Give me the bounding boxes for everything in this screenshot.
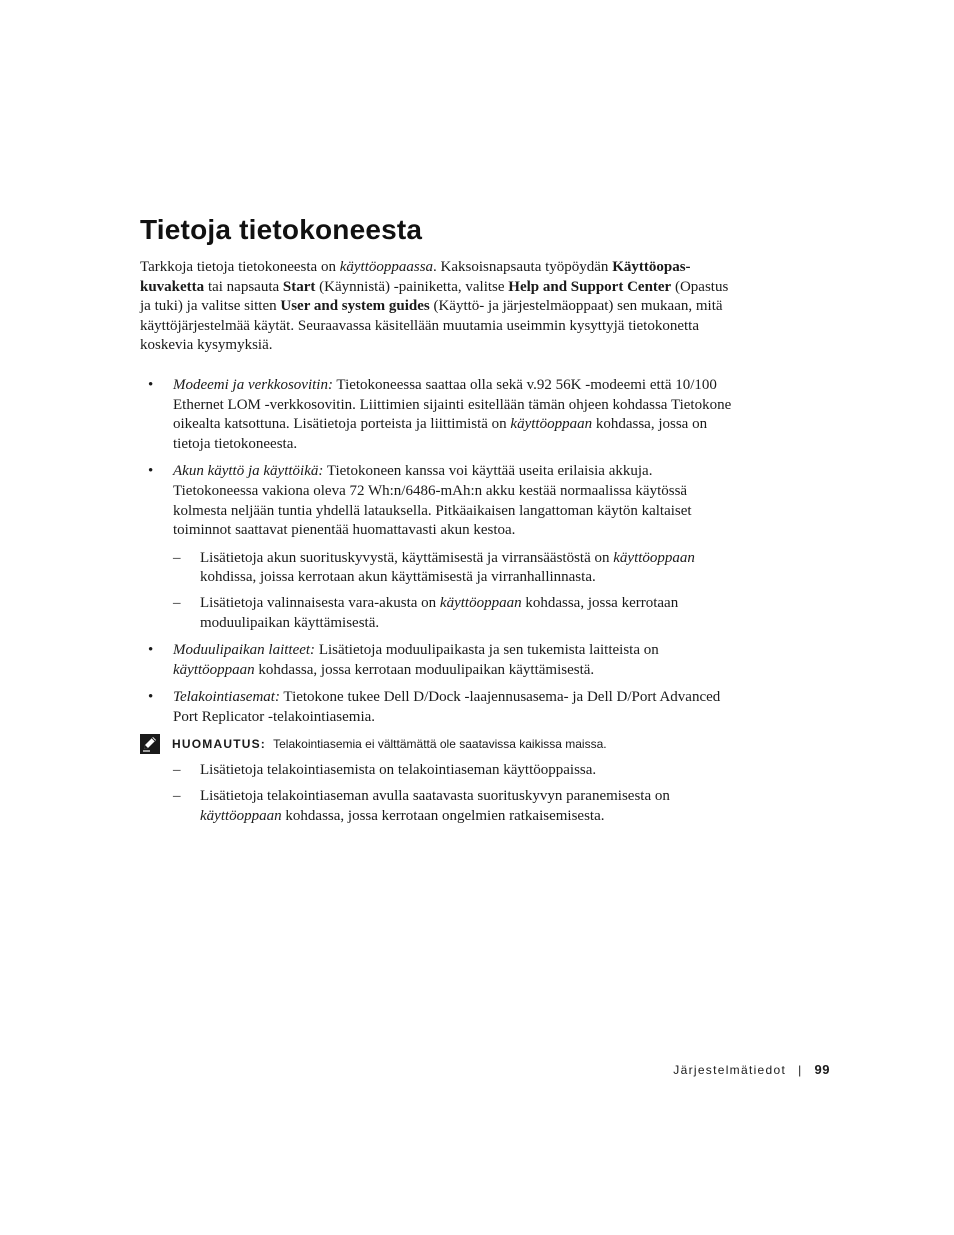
main-content (140, 258, 740, 832)
intro-text: tai napsauta (204, 278, 283, 295)
pencil-note-icon (140, 734, 160, 754)
note-label: HUOMAUTUS: (172, 737, 266, 752)
sub-list-item (173, 549, 740, 588)
bullet-tail: kohdassa, jossa on tietoja tietokoneesta. (173, 416, 708, 452)
bullet-mark: • (148, 376, 154, 393)
bullet-tail: kohdassa, jossa kerrotaan moduulipaikan käyttämisestä. (254, 661, 595, 678)
intro-text: Tarkkoja tietoja tietokoneesta on (140, 259, 340, 275)
bullet-text: Tietokoneessa saattaa olla sekä v.92 56K -modeemi että 10/100 Ethernet LOM -verkkosovitin. Liittimien sijainti esitellään tämän ohjeen kohdassa Tietokone oikealta katsottuna. Lisätietoja porteista ja liittimistä on (173, 376, 732, 433)
sub-italic: käyttöoppaan (613, 549, 695, 566)
page-title: Tietoja tietokoneesta (140, 214, 423, 245)
sub-italic: käyttöoppaan (439, 594, 522, 611)
intro-bold-help-center: Help and Support Center (508, 278, 672, 295)
intro-text: (Opastus ja tuki) ja valitse sitten (140, 278, 729, 315)
bullet-mark: • (148, 642, 154, 659)
dash-mark: – (173, 788, 181, 805)
sub-tail: kohdissa, joissa kerrotaan akun käyttämisestä ja virranhallinnasta. (200, 569, 596, 586)
sub-text: Lisätietoja telakointiasemista on telakointiaseman käyttöoppaissa. (200, 762, 597, 779)
bullet-list (140, 376, 740, 728)
list-item (140, 688, 740, 727)
sub-text: Lisätietoja valinnaisesta vara-akusta on (200, 594, 440, 611)
bullet-term: Telakointiasemat: (173, 689, 280, 706)
intro-text: (Käyttö- ja järjestelmäoppaat) sen mukaan, mitä käyttöjärjestelmää käytät. Seuraavassa käsitellään muutamia useimmin kysyttyjä tietokonetta koskevia kysymyksiä. (140, 298, 723, 354)
sub-list (173, 549, 740, 633)
note-text: Telakointiasemia ei välttämättä ole saatavissa kaikissa maissa. (273, 737, 607, 752)
sub-tail: kohdassa, jossa kerrotaan moduulipaikan käyttämisestä. (200, 594, 679, 631)
list-item (140, 462, 740, 633)
footer-section: Järjestelmätiedot (673, 1063, 787, 1077)
list-item (140, 641, 740, 680)
sub-italic: käyttöoppaan (200, 807, 282, 824)
dash-mark: – (173, 594, 181, 611)
bullet-term: Moduulipaikan laitteet: (173, 642, 316, 659)
sub-text: Lisätietoja akun suorituskyvystä, käyttämisestä ja virransäästöstä on (200, 549, 614, 566)
sub-list-item (173, 761, 740, 781)
bullet-mark: • (148, 463, 154, 480)
note-box (138, 735, 740, 753)
dash-mark: – (173, 762, 181, 779)
sub-list-item (173, 594, 740, 633)
dash-mark: – (173, 549, 181, 566)
bullet-text: Tietokoneen kanssa voi käyttää useita erilaisia akkuja. Tietokoneessa vakiona oleva 72 Wh:n/6486-mAh:n akku kestää normaalissa käytössä kolmesta neljään tuntia yhdellä latauksella. Pitkäaikaisen langattoman käytön kaltaiset toiminnot saattavat pienentää huomattavasti akun kestoa. (173, 463, 692, 539)
intro-paragraph (140, 258, 740, 356)
bullet-italic: käyttöoppaan (510, 416, 593, 433)
intro-bold-start: Start (282, 278, 316, 295)
after-note-list (140, 761, 740, 826)
intro-bold-icon-name: Käyttöopas-kuvaketta (140, 259, 691, 295)
sub-list-item (173, 787, 740, 826)
sub-text: Lisätietoja telakointiaseman avulla saatavasta suorituskyvyn paranemisesta on (200, 788, 670, 805)
intro-text: (Käynnistä) -painiketta, valitse (315, 278, 509, 295)
intro-text: . Kaksoisnapsauta työpöydän (433, 259, 613, 275)
sub-tail: kohdassa, jossa kerrotaan ongelmien ratkaisemisesta. (281, 807, 605, 824)
bullet-term: Modeemi ja verkkosovitin: (173, 376, 333, 393)
bullet-term: Akun käyttö ja käyttöikä: (173, 463, 324, 480)
page-number: 99 (814, 1062, 830, 1077)
page-footer (673, 1062, 830, 1077)
bullet-text: Tietokone tukee Dell D/Dock -laajennusasema- ja Dell D/Port Advanced Port Replicator -telakointiasemia. (173, 689, 721, 725)
bullet-text: Lisätietoja moduulipaikasta ja sen tukemista laitteista on (315, 642, 659, 659)
intro-bold-user-guides: User and system guides (280, 298, 430, 315)
bullet-italic: käyttöoppaan (173, 661, 255, 678)
intro-italic-guide: käyttöoppaassa (339, 259, 434, 275)
list-item (140, 376, 740, 454)
footer-separator: | (798, 1063, 803, 1077)
bullet-mark: • (148, 689, 154, 706)
